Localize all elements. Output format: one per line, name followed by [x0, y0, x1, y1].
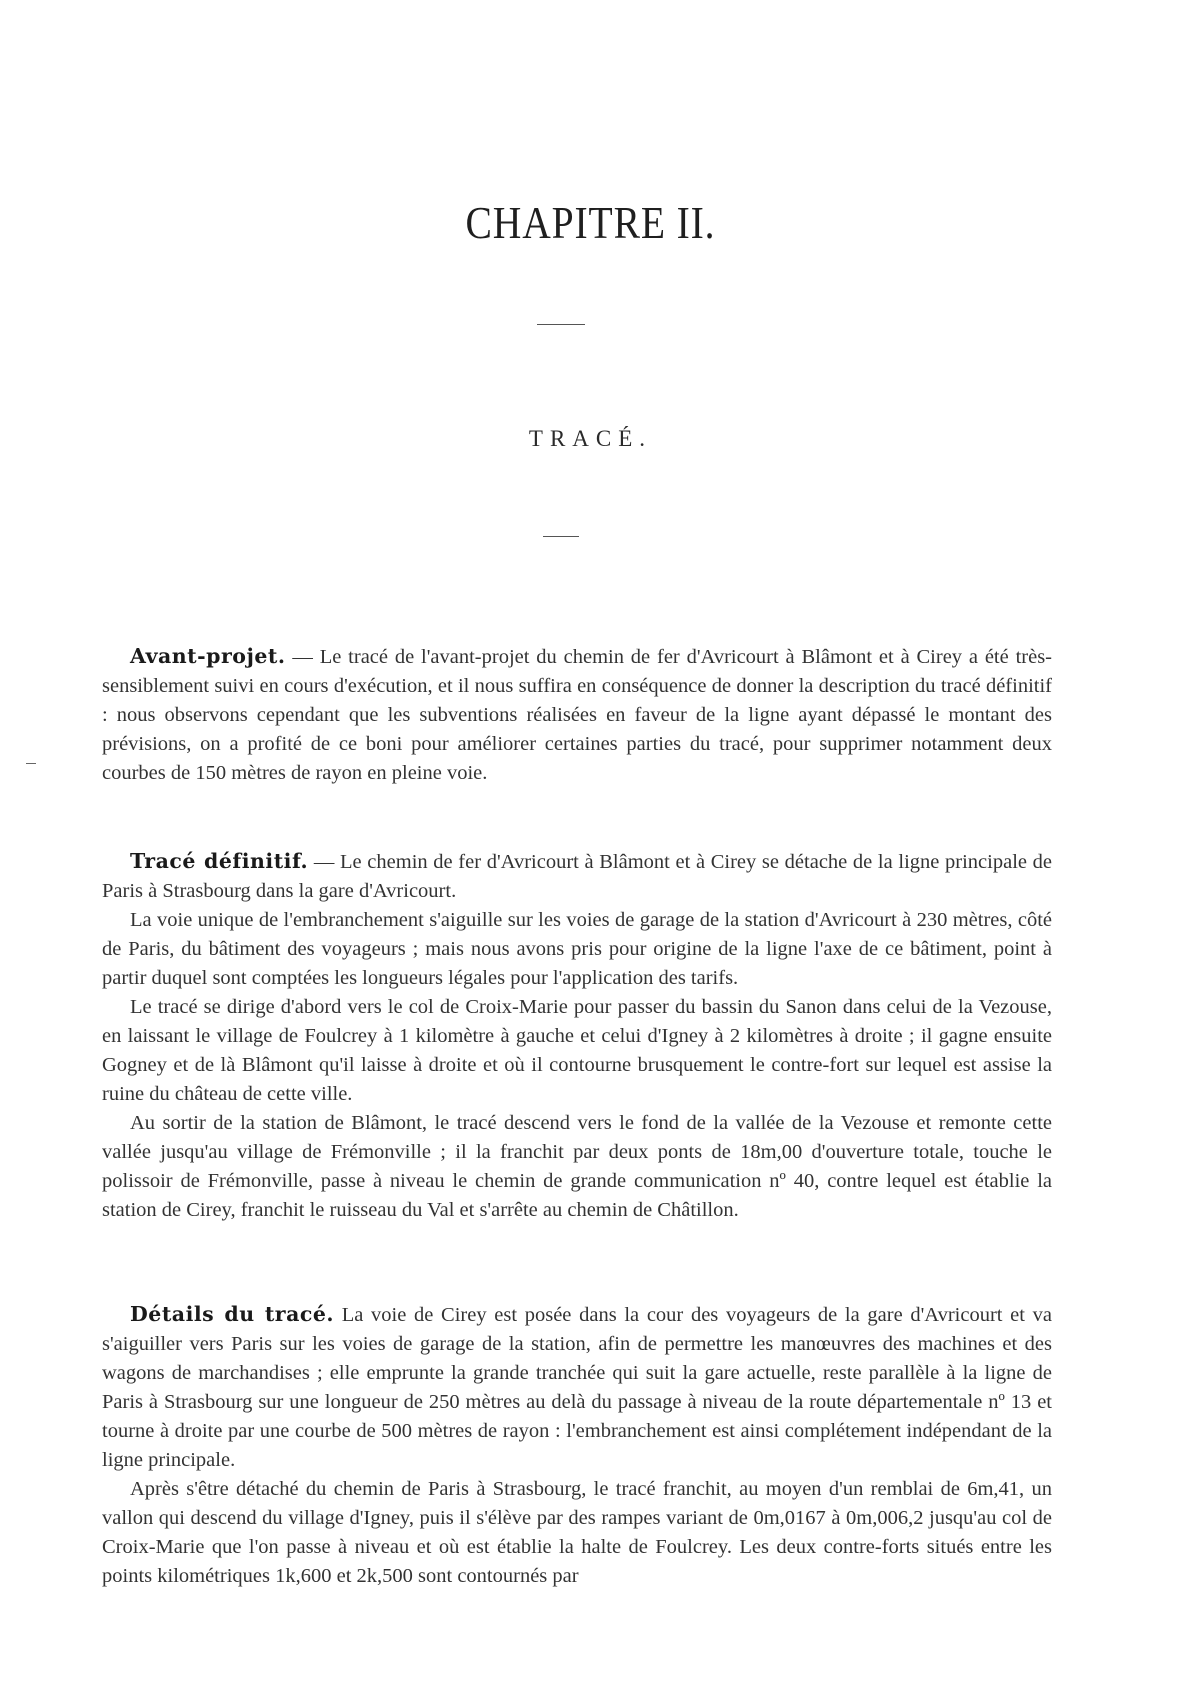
paragraph-block-details-trace	[102, 1300, 1052, 1591]
paragraph-avant-projet	[102, 642, 1052, 788]
paragraph-text: — Le chemin de fer d'Avricourt à Blâmont et à Cirey se détache de la ligne principale de Paris à Strasbourg dans la gare d'Avricourt.	[102, 851, 1052, 902]
paragraph-voie-unique: La voie unique de l'embranchement s'aiguille sur les voies de garage de la station d'Avricourt à 230 mètres, côté de Paris, du bâtiment des voyageurs ; mais nous avons pris pour origine de la ligne l'axe de ce bâtiment, point à partir duquel sont comptées les longueurs légales pour l'application des tarifs.	[102, 909, 1052, 989]
paragraph-block-avant-projet	[102, 642, 1052, 788]
paragraph-block-trace-definitif	[102, 847, 1052, 1225]
paragraph-details-trace	[102, 1300, 1052, 1475]
divider-rule	[537, 324, 585, 325]
paragraph-lead: Tracé définitif.	[130, 849, 309, 873]
paragraph-apres-detache: Après s'être détaché du chemin de Paris à Strasbourg, le tracé franchit, au moyen d'un remblai de 6m,41, un vallon qui descend du village d'Igney, puis il s'élève par des rampes variant de 0m,0167 à 0m,006,2 jusqu'au col de Croix-Marie que l'on passe à niveau et où est établie la halte de Foulcrey. Les deux contre-forts situés entre les points kilométriques 1k,600 et 2k,500 sont contournés par	[102, 1478, 1052, 1587]
chapter-title: CHAPITRE II.	[465, 197, 716, 248]
divider-rule	[543, 536, 579, 537]
paragraph-col-croix-marie: Le tracé se dirige d'abord vers le col de Croix-Marie pour passer du bassin du Sanon dans celui de la Vezouse, en laissant le village de Foulcrey à 1 kilomètre à gauche et celui d'Igney à 2 kilomètres à droite ; il gagne ensuite Gogney et de là Blâmont qu'il laisse à droite et où il contourne brusquement le contre-fort sur lequel est assise la ruine du château de cette ville.	[102, 996, 1052, 1105]
section-title: TRACÉ.	[528, 426, 653, 451]
paragraph-sortir-blamont: Au sortir de la station de Blâmont, le tracé descend vers le fond de la vallée de la Vezouse et remonte cette vallée jusqu'au village de Frémonville ; il la franchit par deux ponts de 18m,00 d'ouverture totale, touche le polissoir de Frémonville, passe à niveau le chemin de grande communication nº 40, contre lequel est établie la station de Cirey, franchit le ruisseau du Val et s'arrête au chemin de Châtillon.	[102, 1112, 1052, 1221]
paragraph-trace-definitif	[102, 847, 1052, 906]
paragraph-text: — Le tracé de l'avant-projet du chemin de fer d'Avricourt à Blâmont et à Cirey a été très-sensiblement suivi en cours d'exécution, et il nous suffira en conséquence de donner la description du tracé définitif : nous observons cependant que les subventions réalisées en faveur de la ligne ayant dépassé le montant des prévisions, on a profité de ce boni pour améliorer certaines parties du tracé, pour supprimer notamment deux courbes de 150 mètres de rayon en pleine voie.	[102, 646, 1052, 784]
paragraph-lead: Avant-projet.	[130, 644, 286, 668]
margin-mark	[26, 763, 36, 764]
paragraph-lead: Détails du tracé.	[130, 1302, 335, 1326]
paragraph-text: La voie de Cirey est posée dans la cour des voyageurs de la gare d'Avricourt et va s'aiguiller vers Paris sur les voies de garage de la station, afin de permettre les manœuvres des machines et des wagons de marchandises ; elle emprunte la grande tranchée qui suit la gare actuelle, reste parallèle à la ligne de Paris à Strasbourg sur une longueur de 250 mètres au delà du passage à niveau de la route départementale nº 13 et tourne à droite par une courbe de 500 mètres de rayon : l'embranchement est ainsi complétement indépendant de la ligne principale.	[102, 1304, 1052, 1471]
